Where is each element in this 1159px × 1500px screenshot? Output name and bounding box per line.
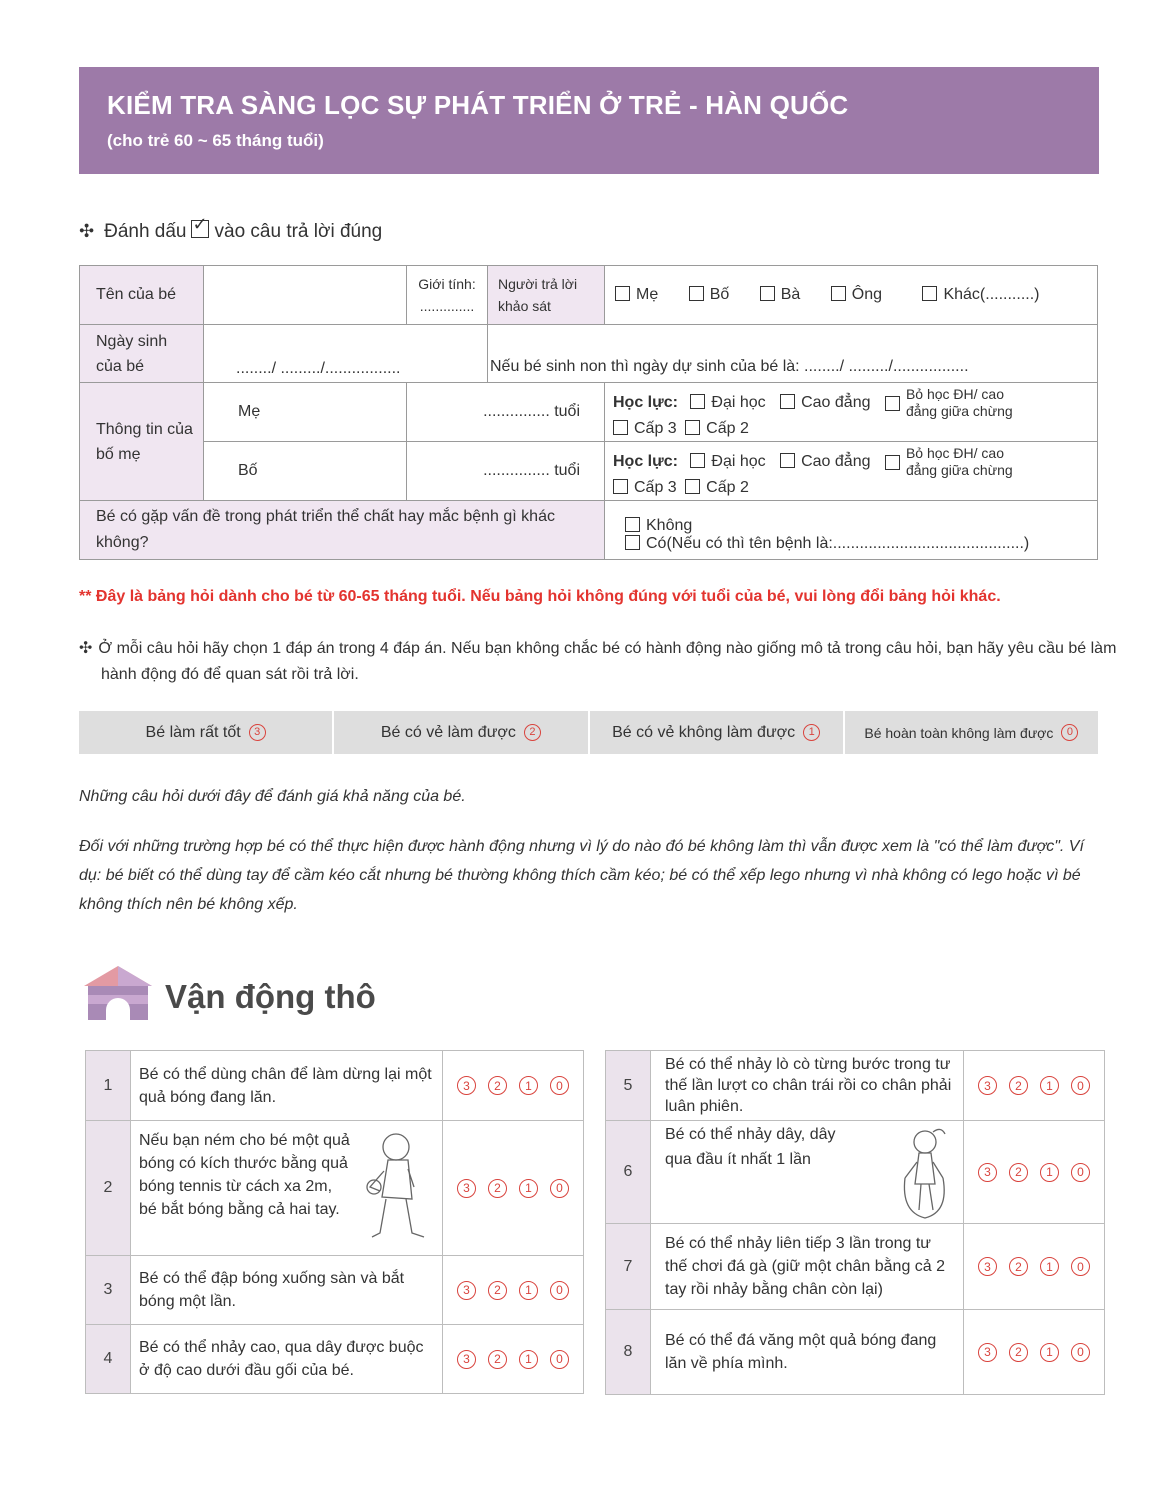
score-2[interactable]: 2 <box>1009 1343 1028 1362</box>
edu-option[interactable] <box>780 394 870 411</box>
answer-instruction <box>79 636 1126 688</box>
checked-box-icon <box>191 220 209 238</box>
option-label: Bố <box>709 286 730 303</box>
question-text: Bé có thể nhảy dây, dây qua đầu ít nhất 1 lần <box>665 1126 836 1168</box>
bullet-icon: ✣ <box>79 640 93 657</box>
score-options <box>443 1325 584 1394</box>
checkbox-icon <box>613 479 628 494</box>
edu-option[interactable] <box>685 479 749 496</box>
health-options <box>605 501 1098 560</box>
score-options <box>443 1121 584 1256</box>
option-label: Khác(...........) <box>943 286 1040 303</box>
score-3[interactable]: 3 <box>978 1257 997 1276</box>
score-0[interactable]: 0 <box>1071 1257 1090 1276</box>
score-3[interactable]: 3 <box>457 1281 476 1300</box>
parents-info-label: Thông tin của bố mẹ <box>80 383 204 501</box>
question-row <box>606 1051 1105 1121</box>
score-3[interactable]: 3 <box>457 1076 476 1095</box>
score-0[interactable]: 0 <box>550 1076 569 1095</box>
question-text: Bé có thể nhảy cao, qua dây được buộc ở độ cao dưới đầu gối của bé. <box>131 1325 443 1394</box>
score-2[interactable]: 2 <box>1009 1163 1028 1182</box>
score-1[interactable]: 1 <box>519 1076 538 1095</box>
health-question: Bé có gặp vấn đề trong phát triển thể chất hay mắc bệnh gì khác không? <box>80 501 605 560</box>
father-label: Bố <box>204 442 407 501</box>
question-row <box>86 1121 584 1256</box>
page-title: KIỂM TRA SÀNG LỌC SỰ PHÁT TRIỂN Ở TRẺ - HÀN QUỐC <box>107 90 849 120</box>
instruction-text: Ở mỗi câu hỏi hãy chọn 1 đáp án trong 4 đáp án. Nếu bạn không chắc bé có hành động nào giống mô tả trong câu hỏi, bạn hãy yêu cầu bé làm hành động đó để quan sát rồi trả lời. <box>98 640 1117 683</box>
score-1[interactable]: 1 <box>1040 1257 1059 1276</box>
note-purpose: Những câu hỏi dưới đây để đánh giá khả năng của bé. <box>79 788 466 805</box>
dob-label: Ngày sinh của bé <box>80 325 204 383</box>
questions-right <box>605 1050 1105 1395</box>
option-label: Đại học <box>711 453 766 471</box>
note-can-do: Đối với những trường hợp bé có thể thực hiện được hành động nhưng vì lý do nào đó bé không làm thì vẫn được xem là "có thể làm được". Ví dụ: bé biết có thể dùng tay để cầm kéo cắt nhưng bé thường không thích cầm kéo; bé có thể xếp lego nhưng vì nhà không có lego hoặc vì bé không thích nên bé không xếp. <box>79 838 1084 913</box>
checkbox-icon <box>780 453 795 468</box>
question-number: 1 <box>86 1051 131 1121</box>
score-3[interactable]: 3 <box>978 1076 997 1095</box>
score-circle: 3 <box>249 724 266 741</box>
page-subtitle: (cho trẻ 60 ~ 65 tháng tuổi) <box>107 131 324 150</box>
score-2[interactable]: 2 <box>488 1076 507 1095</box>
score-0[interactable]: 0 <box>550 1350 569 1369</box>
mark-instruction-before: Đánh dấu <box>104 221 187 242</box>
score-options <box>443 1256 584 1325</box>
question-text: Bé có thể nhảy lò cò từng bước trong tư thế lần lượt co chân trái rồi co chân phải luân phiên. <box>651 1051 964 1121</box>
question-text: Bé có thể đá văng một quả bóng đang lăn về phía mình. <box>651 1310 964 1395</box>
edu-option[interactable] <box>613 420 677 437</box>
option-label: Không <box>646 517 693 534</box>
score-0[interactable]: 0 <box>1071 1343 1090 1362</box>
premature-due-date[interactable]: Nếu bé sinh non thì ngày dự sinh của bé là: ......../ ........./................. <box>488 325 1098 383</box>
checkbox-icon <box>615 286 630 301</box>
checkbox-icon <box>689 286 704 301</box>
mother-label: Mẹ <box>204 383 407 442</box>
respondent-option[interactable] <box>922 286 1039 303</box>
question-text: Nếu bạn ném cho bé một quả bóng có kích thước bằng quả bóng tennis từ cách xa 2m, bé bắt bóng bằng cả hai tay. <box>139 1132 350 1218</box>
score-circle: 2 <box>524 724 541 741</box>
section-title: Vận động thô <box>165 978 376 1015</box>
respondent-option[interactable] <box>760 286 801 303</box>
question-row <box>606 1310 1105 1395</box>
checkbox-icon <box>690 394 705 409</box>
score-2[interactable]: 2 <box>488 1179 507 1198</box>
score-circle: 0 <box>1061 724 1078 741</box>
option-label: Có(Nếu có thì tên bệnh là:...........................................) <box>646 535 1030 552</box>
question-cell <box>651 1121 964 1224</box>
option-label: Mẹ <box>636 286 659 303</box>
question-row <box>86 1051 584 1121</box>
question-number: 6 <box>606 1121 651 1224</box>
checkbox-icon <box>885 396 900 411</box>
score-1[interactable]: 1 <box>1040 1343 1059 1362</box>
health-option-yes[interactable] <box>625 535 1029 552</box>
option-label: Cấp 2 <box>706 420 749 437</box>
scale-label: Bé làm rất tốt <box>145 723 241 741</box>
checkbox-icon <box>690 453 705 468</box>
score-0[interactable]: 0 <box>1071 1076 1090 1095</box>
edu-option[interactable] <box>690 394 765 411</box>
score-options <box>964 1051 1105 1121</box>
scale-item <box>588 711 843 754</box>
option-label: Ông <box>851 286 882 303</box>
house-icon <box>84 966 152 1020</box>
checkbox-icon <box>780 394 795 409</box>
score-3[interactable]: 3 <box>457 1179 476 1198</box>
edu-option[interactable] <box>885 386 1030 420</box>
checkbox-icon <box>922 286 937 301</box>
option-label: Bỏ học ĐH/ cao đẳng giữa chừng <box>905 386 1013 419</box>
question-text: Bé có thể nhảy liên tiếp 3 lần trong tư thế chơi đá gà (giữ một chân bằng cả 2 tay rồi nhảy bằng chân còn lại) <box>651 1224 964 1310</box>
checkbox-icon <box>625 517 640 532</box>
respondent-options <box>605 266 1098 325</box>
scale-label: Bé hoàn toàn không làm được <box>864 724 1054 741</box>
father-education <box>605 442 1098 501</box>
score-2[interactable]: 2 <box>488 1350 507 1369</box>
score-2[interactable]: 2 <box>1009 1076 1028 1095</box>
score-3[interactable]: 3 <box>978 1343 997 1362</box>
edu-option[interactable] <box>613 479 677 496</box>
respondent-option[interactable] <box>689 286 730 303</box>
checkbox-icon <box>685 479 700 494</box>
info-table <box>79 265 1098 560</box>
child-catching-ball-icon <box>352 1129 434 1247</box>
question-number: 3 <box>86 1256 131 1325</box>
question-number: 7 <box>606 1224 651 1310</box>
score-0[interactable]: 0 <box>1071 1163 1090 1182</box>
score-1[interactable]: 1 <box>1040 1076 1059 1095</box>
question-number: 8 <box>606 1310 651 1395</box>
question-row <box>86 1256 584 1325</box>
edu-option[interactable] <box>780 453 870 470</box>
score-2[interactable]: 2 <box>1009 1257 1028 1276</box>
scale-label: Bé có vẻ làm được <box>380 723 516 741</box>
score-1[interactable]: 1 <box>519 1281 538 1300</box>
checkbox-icon <box>760 286 775 301</box>
edu-label: Học lực: <box>613 453 678 471</box>
score-1[interactable]: 1 <box>1040 1163 1059 1182</box>
question-number: 5 <box>606 1051 651 1121</box>
score-options <box>964 1310 1105 1395</box>
father-age-field[interactable]: ............... tuổi <box>407 442 605 501</box>
score-1[interactable]: 1 <box>519 1350 538 1369</box>
child-name-field[interactable] <box>204 266 407 325</box>
score-3[interactable]: 3 <box>457 1350 476 1369</box>
option-label: Cấp 3 <box>634 479 677 496</box>
edu-option[interactable] <box>685 420 749 437</box>
checkbox-icon <box>613 420 628 435</box>
score-options <box>443 1051 584 1121</box>
option-label: Đại học <box>711 394 766 412</box>
question-cell <box>131 1121 443 1256</box>
option-label: Cấp 3 <box>634 420 677 437</box>
question-row <box>86 1325 584 1394</box>
dob-field[interactable]: ......../ ........./................. <box>204 325 488 383</box>
age-warning: ** Đây là bảng hỏi dành cho bé từ 60-65 tháng tuổi. Nếu bảng hỏi không đúng với tuổi của bé, vui lòng đổi bảng hỏi khác. <box>79 588 1001 605</box>
gender-label: Giới tính: <box>418 276 476 292</box>
score-options <box>964 1224 1105 1310</box>
score-0[interactable]: 0 <box>550 1179 569 1198</box>
mark-instruction <box>79 220 382 243</box>
gender-blank: .............. <box>419 298 475 314</box>
question-row <box>606 1224 1105 1310</box>
edu-label: Học lực: <box>613 394 678 412</box>
question-text: Bé có thể dùng chân để làm dừng lại một quả bóng đang lăn. <box>131 1051 443 1121</box>
scale-label: Bé có vẻ không làm được <box>612 723 796 741</box>
respondent-label: Người trả lời khảo sát <box>488 266 605 325</box>
question-number: 4 <box>86 1325 131 1394</box>
score-0[interactable]: 0 <box>550 1281 569 1300</box>
respondent-option[interactable] <box>831 286 882 303</box>
score-1[interactable]: 1 <box>519 1179 538 1198</box>
child-name-label: Tên của bé <box>80 266 204 325</box>
score-circle: 1 <box>803 724 820 741</box>
score-3[interactable]: 3 <box>978 1163 997 1182</box>
score-options <box>964 1121 1105 1224</box>
question-number: 2 <box>86 1121 131 1256</box>
score-2[interactable]: 2 <box>488 1281 507 1300</box>
option-label: Cao đẳng <box>801 394 871 412</box>
child-jump-rope-icon <box>899 1122 955 1222</box>
questions-left <box>85 1050 584 1394</box>
option-label: Bà <box>780 286 801 303</box>
checkbox-icon <box>885 455 900 470</box>
checkbox-icon <box>831 286 846 301</box>
checkbox-icon <box>625 535 640 550</box>
checkbox-icon <box>685 420 700 435</box>
option-label: Cấp 2 <box>706 479 749 496</box>
mark-instruction-after: vào câu trả lời đúng <box>214 221 383 242</box>
score-scale <box>79 711 1098 754</box>
bullet-icon: ✣ <box>79 221 95 241</box>
option-label: Bỏ học ĐH/ cao đẳng giữa chừng <box>905 445 1013 478</box>
mother-age-field[interactable]: ............... tuổi <box>407 383 605 442</box>
gender-field[interactable] <box>407 266 488 325</box>
scale-item <box>79 711 332 754</box>
health-option-no[interactable] <box>625 517 692 534</box>
option-label: Cao đẳng <box>801 453 871 471</box>
page-header <box>79 67 1099 174</box>
edu-option[interactable] <box>885 445 1030 479</box>
question-text: Bé có thể đập bóng xuống sàn và bắt bóng một lần. <box>131 1256 443 1325</box>
scale-item <box>843 711 1098 754</box>
edu-option[interactable] <box>690 453 765 470</box>
scale-item <box>332 711 587 754</box>
respondent-option[interactable] <box>615 286 658 303</box>
mother-education <box>605 383 1098 442</box>
question-row <box>606 1121 1105 1224</box>
